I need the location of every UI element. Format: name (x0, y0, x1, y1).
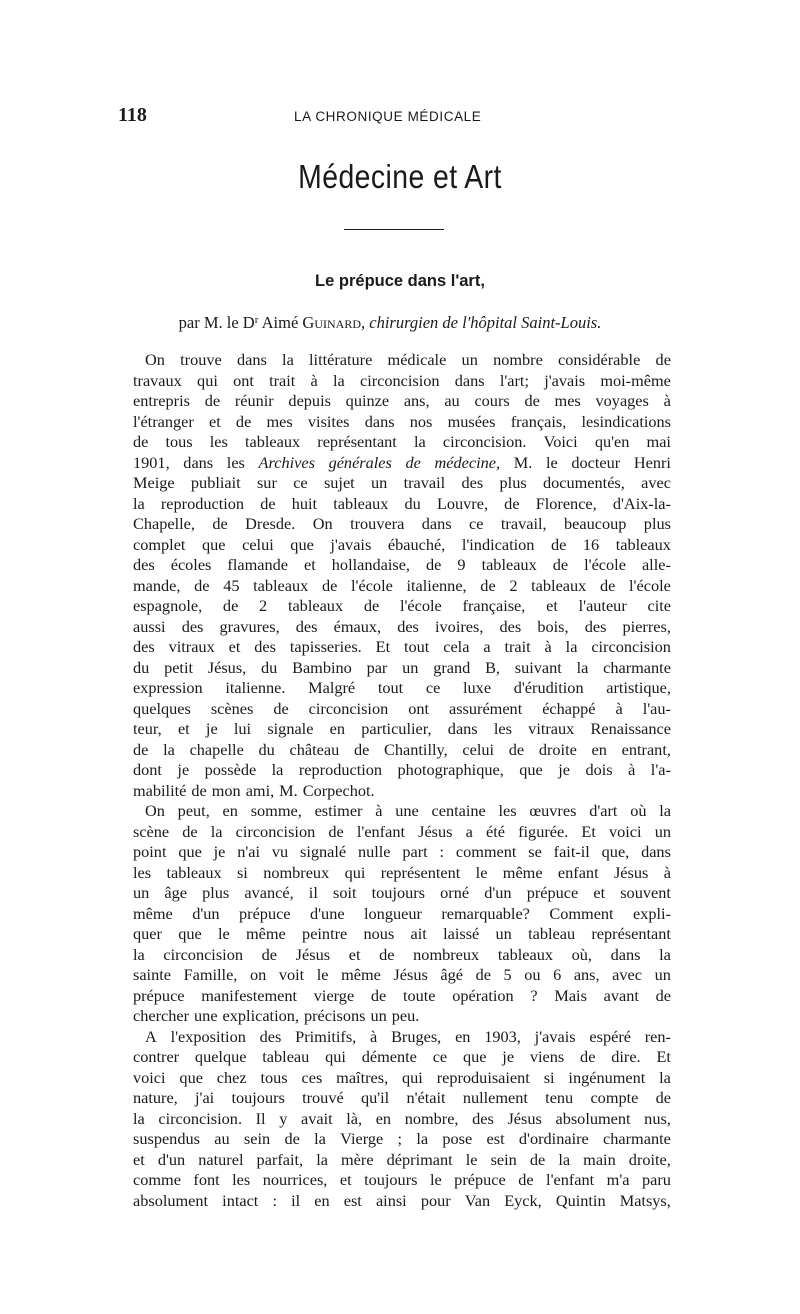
text-line: entrepris de réunir depuis quinze ans, au cours de mes voyages à (133, 391, 671, 410)
text-line: de tous les tableaux représentant la circoncision. Voici qu'en mai (133, 432, 671, 451)
byline-last-name: Guinard (302, 313, 361, 332)
text-line: aussi des gravures, des émaux, des ivoires, des bois, des pierres, (133, 616, 671, 636)
text-line: du petit Jésus, du Bambino par un grand B, suivant la charmante (133, 657, 671, 677)
text-line: même d'un prépuce d'une longueur remarquable? Comment expli- (133, 903, 671, 923)
text-line: des écoles flamande et hollandaise, de 9 tableaux de l'école alle- (133, 555, 671, 574)
text-line: la reproduction de huit tableaux du Louvre, de Florence, d'Aix-la- (133, 493, 671, 513)
text-line: l'étranger et de mes visites dans nos musées français, lesindications (133, 411, 671, 431)
byline-first-name: Aimé (258, 313, 303, 332)
text-line: A l'exposition des Primitifs, à Bruges, en 1903, j'avais espéré ren- (145, 1026, 671, 1046)
byline-prefix: par M. le D (178, 313, 255, 332)
text-line: teur, et je lui signale en particulier, dans les vitraux Renaissance (133, 719, 671, 738)
text-line: voici que chez tous ces maîtres, qui reproduisaient si ingénument la (133, 1067, 671, 1087)
text-line: mabilité de mon ami, M. Corpechot. (133, 780, 375, 800)
page-number: 118 (118, 104, 147, 126)
text-line: la circoncision. Il y avait là, en nombre, des Jésus absolument nus, (133, 1108, 671, 1128)
article-title: Médecine et Art (298, 158, 502, 195)
byline-sup: r (254, 314, 259, 326)
text-line: des vitraux et des tapisseries. Et tout cela a trait à la circoncision (133, 637, 671, 656)
text-line: dont je possède la reproduction photographique, que je dois à l'a- (133, 760, 671, 779)
running-head (118, 104, 678, 130)
title-divider (344, 229, 444, 230)
text-line: suspendus au sein de la Vierge ; la pose est d'ordinaire charmante (133, 1129, 671, 1148)
text-line: nature, j'ai toujours trouvé qu'il n'était nullement tenu compte de (133, 1088, 671, 1107)
text-line: On peut, en somme, estimer à une centaine les œuvres d'art où la (145, 801, 671, 820)
text-line: les tableaux si nombreux qui représentent le même enfant Jésus à (133, 862, 671, 882)
text-line: et d'un naturel parfait, la mère déprimant le sein de la main droite, (133, 1149, 671, 1169)
text-line: un âge plus avancé, il soit toujours orné d'un prépuce et souvent (133, 883, 671, 902)
article-subtitle: Le prépuce dans l'art, (315, 272, 485, 290)
text-line: quelques scènes de circoncision ont assurément échappé à l'au- (133, 698, 671, 718)
article-byline (0, 313, 780, 333)
text-line: travaux qui ont trait à la circoncision dans l'art; j'avais moi-même (133, 370, 671, 390)
byline-role: , chirurgien de l'hôpital Saint-Louis. (361, 313, 602, 332)
text-line: Chapelle, de Dresde. On trouvera dans ce travail, beaucoup plus (133, 514, 671, 533)
text-line: scène de la circoncision de l'enfant Jésus a été figurée. Et voici un (133, 821, 671, 841)
text-line: On trouve dans la littérature médicale un nombre considérable de (145, 350, 671, 369)
text-line: comme font les nourrices, et toujours le prépuce de l'enfant m'a paru (133, 1170, 671, 1189)
text-line: quer que le même peintre nous ait laissé un tableau représentant (133, 924, 671, 943)
text-line: contrer quelque tableau qui démente ce que je viens de dire. Et (133, 1047, 671, 1066)
text-line: Meige publiait sur ce sujet un travail des plus documentés, avec (133, 473, 671, 492)
text-line: chercher une explication, précisons un peu. (133, 1006, 420, 1025)
journal-name: LA CHRONIQUE MÉDICALE (294, 109, 482, 124)
text-line: sainte Famille, on voit le même Jésus âgé de 5 ou 6 ans, avec un (133, 965, 671, 984)
text-line: mande, de 45 tableaux de l'école italienne, de 2 tableaux de l'école (133, 575, 671, 595)
text-line: espagnole, de 2 tableaux de l'école française, et l'auteur cite (133, 596, 671, 615)
text-line: de la chapelle du château de Chantilly, celui de droite en entrant, (133, 739, 671, 759)
text-line: 1901, dans les Archives générales de médecine, M. le docteur Henri (133, 452, 671, 472)
text-line: la circoncision de Jésus et de nombreux tableaux où, dans la (133, 944, 671, 964)
text-line: expression italienne. Malgré tout ce luxe d'érudition artistique, (133, 678, 671, 697)
text-line: complet que celui que j'avais ébauché, l'indication de 16 tableaux (133, 534, 671, 554)
text-line: absolument intact : il en est ainsi pour Van Eyck, Quintin Matsys, (133, 1190, 671, 1210)
text-line: prépuce manifestement vierge de toute opération ? Mais avant de (133, 985, 671, 1005)
text-line: point que je n'ai vu signalé nulle part : comment se fait-il que, dans (133, 842, 671, 861)
article-body (133, 350, 671, 1211)
